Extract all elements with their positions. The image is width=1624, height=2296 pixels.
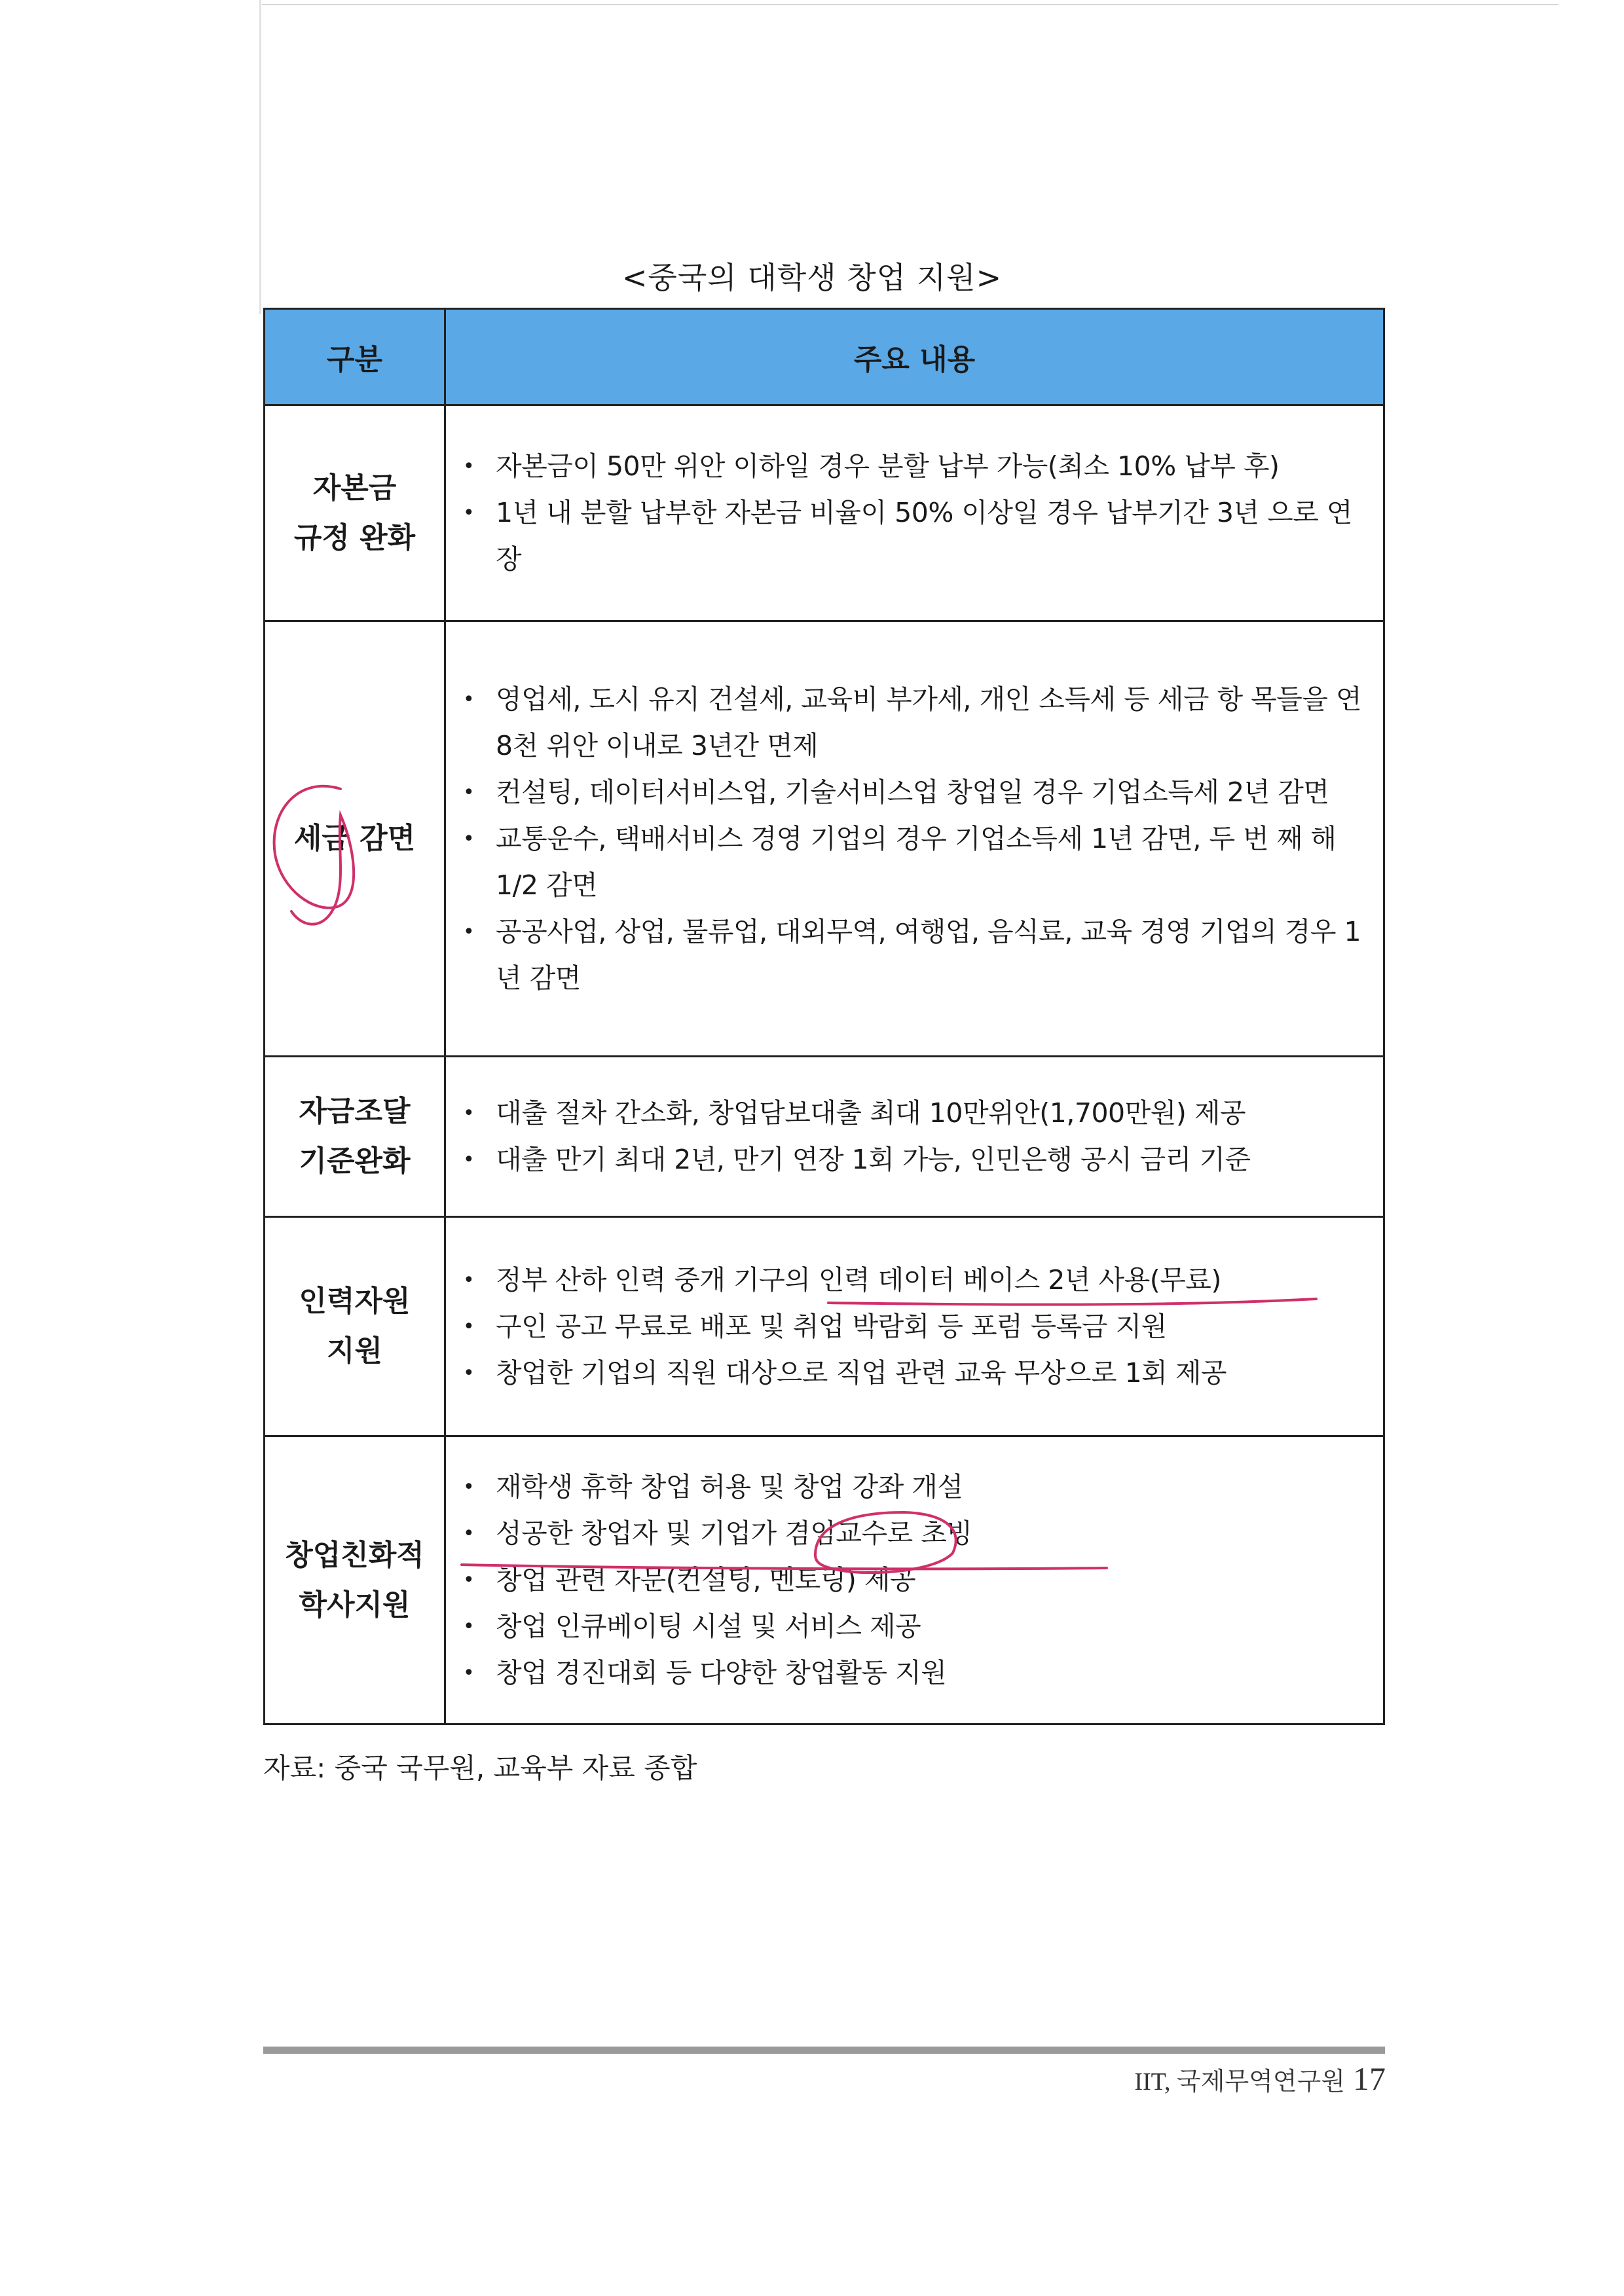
row-category: 창업친화적 학사지원: [265, 1436, 445, 1724]
bullet-list: [458, 1090, 1363, 1183]
row-category: 세금 감면: [265, 621, 445, 1057]
bullet-list: [458, 1257, 1363, 1396]
row-content: [445, 1436, 1384, 1724]
row-content: [445, 1217, 1384, 1436]
list-item: • 정부 산하 인력 중개 기구의 인력 데이터 베이스 2년 사용(무료): [458, 1257, 1363, 1303]
bullet-list: [458, 676, 1363, 1002]
list-item: • 대출 만기 최대 2년, 만기 연장 1회 가능, 인민은행 공시 금리 기준: [458, 1137, 1363, 1183]
list-item: • 자본금이 50만 위안 이하일 경우 분할 납부 가능(최소 10% 납부 후): [458, 443, 1363, 490]
list-item: • 창업한 기업의 직원 대상으로 직업 관련 교육 무상으로 1회 제공: [458, 1350, 1363, 1396]
list-item: • 창업 관련 자문(컨설팅, 멘토링) 제공: [458, 1557, 1363, 1603]
list-item: • 대출 절차 간소화, 창업담보대출 최대 10만위안(1,700만원) 제공: [458, 1090, 1363, 1137]
row-content: [445, 621, 1384, 1057]
header-category: 구분: [265, 309, 445, 405]
list-item: • 컨설팅, 데이터서비스업, 기술서비스업 창업일 경우 기업소득세 2년 감면: [458, 769, 1363, 816]
list-item: • 영업세, 도시 유지 건설세, 교육비 부가세, 개인 소득세 등 세금 항 목들을 연 8천 위안 이내로 3년간 면제: [458, 676, 1363, 769]
list-item: • 1년 내 분할 납부한 자본금 비율이 50% 이상일 경우 납부기간 3년 으로 연장: [458, 490, 1363, 583]
table-row-finance: [265, 1057, 1384, 1217]
scan-edge-line: [262, 4, 1559, 5]
list-item: • 창업 인큐베이팅 시설 및 서비스 제공: [458, 1603, 1363, 1650]
list-item: • 구인 공고 무료로 배포 및 취업 박람회 등 포럼 등록금 지원: [458, 1303, 1363, 1350]
row-category: 자금조달 기준완화: [265, 1057, 445, 1217]
footer-rule: [263, 2047, 1385, 2054]
table-caption: <중국의 대학생 창업 지원>: [621, 260, 1003, 295]
list-item: • 공공사업, 상업, 물류업, 대외무역, 여행업, 음식료, 교육 경영 기업의 경우 1년 감면: [458, 909, 1363, 1002]
table-row-hr: [265, 1217, 1384, 1436]
row-category: 자본금 규정 완화: [265, 405, 445, 621]
source-note: 자료: 중국 국무원, 교육부 자료 종합: [263, 1752, 697, 1784]
table-row-academic: [265, 1436, 1384, 1724]
list-item: • 재학생 휴학 창업 허용 및 창업 강좌 개설: [458, 1464, 1363, 1510]
page-number: 17: [1353, 2060, 1386, 2097]
row-category: 인력자원 지원: [265, 1217, 445, 1436]
page-footer: [1134, 2060, 1386, 2098]
bullet-list: [458, 443, 1363, 583]
table-row-tax: [265, 621, 1384, 1057]
list-item: • 성공한 창업자 및 기업가 겸임교수로 초빙: [458, 1510, 1363, 1557]
table-header-row: [265, 309, 1384, 405]
list-item: • 창업 경진대회 등 다양한 창업활동 지원: [458, 1650, 1363, 1696]
support-table: [263, 308, 1385, 1725]
footer-org: IIT, 국제무역연구원: [1134, 2068, 1345, 2096]
header-content: 주요 내용: [445, 309, 1384, 405]
list-item: • 교통운수, 택배서비스 경영 기업의 경우 기업소득세 1년 감면, 두 번 째 해 1/2 감면: [458, 816, 1363, 909]
row-content: [445, 405, 1384, 621]
bullet-list: [458, 1464, 1363, 1696]
table-row-capital: [265, 405, 1384, 621]
row-content: [445, 1057, 1384, 1217]
